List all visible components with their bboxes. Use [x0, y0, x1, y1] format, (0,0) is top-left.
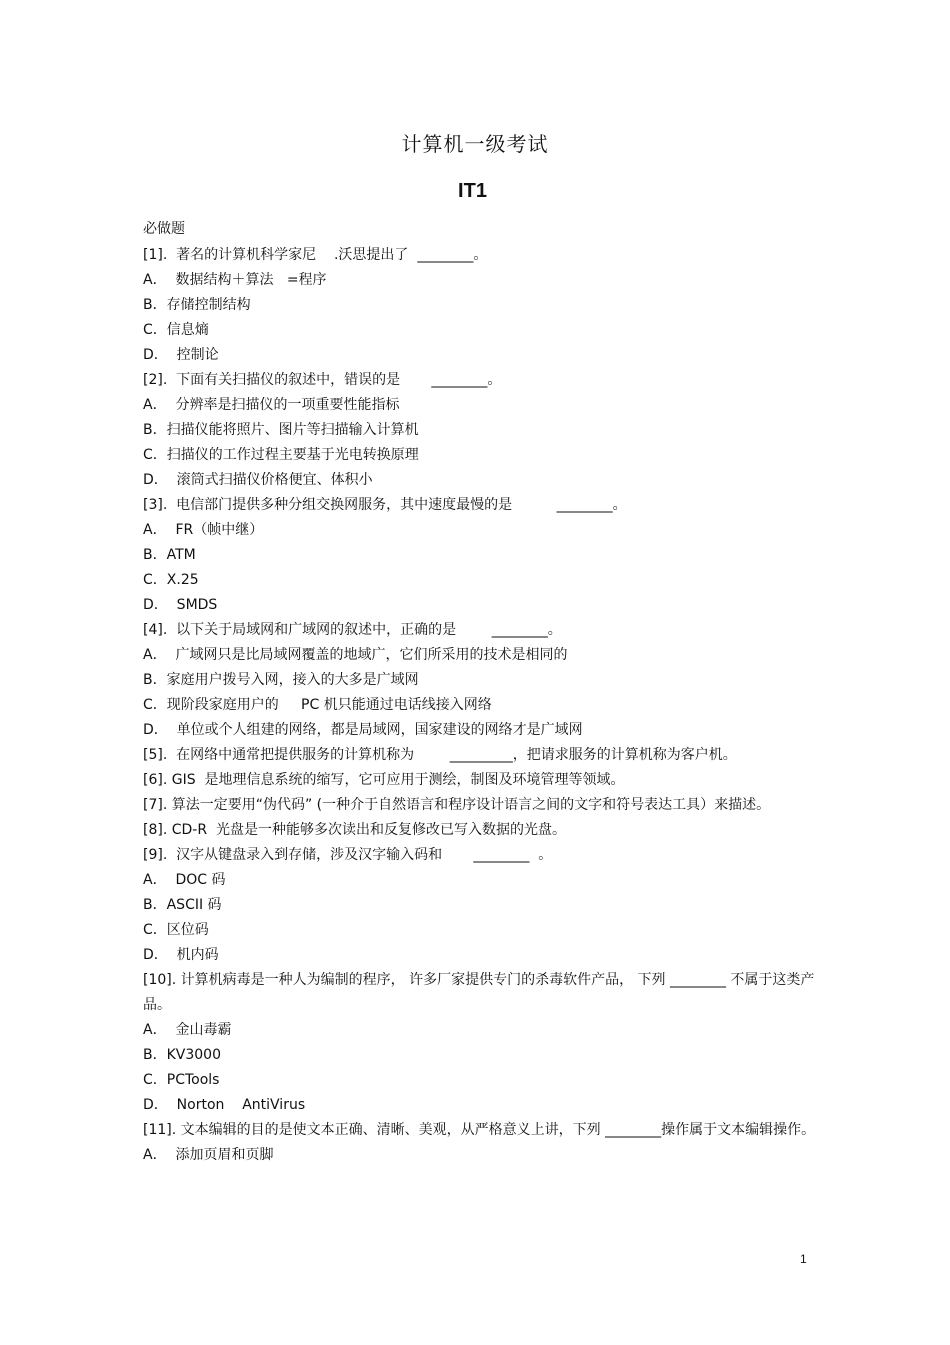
section-heading: 必做题 — [143, 221, 185, 237]
option-line: D． 机内码 — [143, 947, 219, 963]
option-line: B．KV3000 — [143, 1047, 221, 1063]
option-line: B．家庭用户拨号入网，接入的大多是广域网 — [143, 672, 419, 688]
option-line: A． 添加页眉和页脚 — [143, 1147, 274, 1163]
option-line: D． SMDS — [143, 597, 218, 613]
option-line: D． 滚筒式扫描仪价格便宜、体积小 — [143, 472, 373, 488]
option-line: A． FR（帧中继） — [143, 522, 264, 538]
option-line: D． Norton AntiVirus — [143, 1097, 306, 1113]
option-line: A． 分辨率是扫描仪的一项重要性能指标 — [143, 397, 400, 413]
question-line: [3]. 电信部门提供多种分组交换网服务，其中速度最慢的是 ________。 — [143, 497, 627, 513]
option-line: D． 控制论 — [143, 347, 219, 363]
option-line: A． 金山毒霸 — [143, 1022, 232, 1038]
document-subtitle: IT1 — [458, 180, 487, 202]
question-line: [5]. 在网络中通常把提供服务的计算机称为 _________，把请求服务的计算机称为客户机。 — [143, 747, 737, 763]
question-line: [2]. 下面有关扫描仪的叙述中，错误的是 ________。 — [143, 372, 502, 388]
option-line: C．PCTools — [143, 1072, 220, 1088]
question-list — [143, 243, 823, 1168]
option-line: A． 数据结构＋算法 =程序 — [143, 272, 327, 288]
option-line: B．ASCII 码 — [143, 897, 222, 913]
question-line: [1]. 著名的计算机科学家尼 .沃思提出了 ________。 — [143, 247, 488, 263]
question-line: [4]. 以下关于局域网和广域网的叙述中，正确的是 ________。 — [143, 622, 562, 638]
option-line: D． 单位或个人组建的网络，都是局域网，国家建设的网络才是广域网 — [143, 722, 583, 738]
question-line: [8]. CD-R 光盘是一种能够多次读出和反复修改已写入数据的光盘。 — [143, 822, 566, 838]
question-line: [7]. 算法一定要用“伪代码” (一种介于自然语言和程序设计语言之间的文字和符号表达工具）来描述。 — [143, 797, 771, 813]
option-line: C．X.25 — [143, 572, 199, 588]
option-line: C．现阶段家庭用户的 PC 机只能通过电话线接入网络 — [143, 697, 492, 713]
option-line: B．存储控制结构 — [143, 297, 251, 313]
option-line: B．ATM — [143, 547, 196, 563]
option-line: C．信息熵 — [143, 322, 209, 338]
option-line: C．区位码 — [143, 922, 209, 938]
question-line: [9]. 汉字从键盘录入到存储，涉及汉字输入码和 ________ 。 — [143, 847, 553, 863]
question-line: [6]. GIS 是地理信息系统的缩写，它可应用于测绘，制图及环境管理等领域。 — [143, 772, 625, 788]
page-number: 1 — [800, 1252, 807, 1266]
option-line: C．扫描仪的工作过程主要基于光电转换原理 — [143, 447, 419, 463]
option-line: B．扫描仪能将照片、图片等扫描输入计算机 — [143, 422, 419, 438]
question-line: [11]. 文本编辑的目的是使文本正确、清晰、美观，从严格意义上讲，下列 ________操作属于文本编辑操作。 — [143, 1122, 816, 1138]
option-line: A． 广域网只是比局域网覆盖的地域广，它们所采用的技术是相同的 — [143, 647, 568, 663]
question-line: [10]. 计算机病毒是一种人为编制的程序， 许多厂家提供专门的杀毒软件产品， 下列 ________ 不属于这类产品。 — [143, 972, 815, 1013]
document-title: 计算机一级考试 — [401, 132, 549, 156]
option-line: A． DOC 码 — [143, 872, 226, 888]
